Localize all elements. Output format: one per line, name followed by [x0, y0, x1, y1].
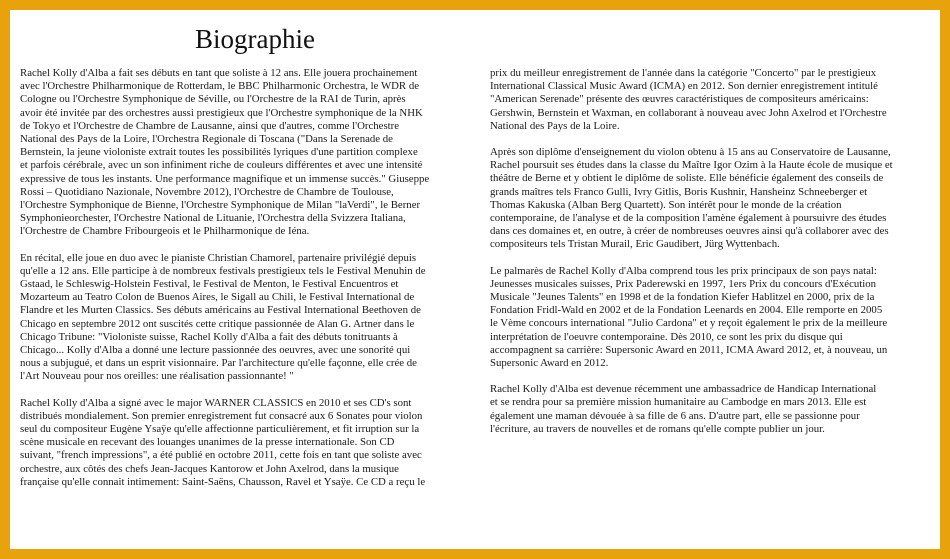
- text-line: Le palmarès de Rachel Kolly d'Alba comprend tous les prix principaux de son pays natal:: [490, 264, 877, 277]
- left-column: [20, 67, 480, 502]
- paragraph: [20, 397, 480, 489]
- text-line: accompagnent sa carrière: Supersonic Award en 2011, ICMA Award 2012, et, à nouveau, un: [490, 343, 888, 356]
- text-line: interprétation de l'oeuvre contemporaine. Dès 2010, ce sont les prix du disque qui: [490, 330, 843, 343]
- text-line: Jeunesses musicales suisses, Prix Paderewski en 1997, 1ers Prix du concours d'Exécution: [490, 277, 877, 290]
- text-line: Symphonieorchester, l'Orchestre National de Lituanie, l'Orchestra della Svizzera Italiana,: [20, 212, 406, 225]
- paragraph: [20, 252, 480, 384]
- text-line: Rachel poursuit ses études dans la classe du Maître Igor Ozim à la Haute école de musique et: [490, 159, 893, 172]
- text-line: dans ces domaines et, en outre, à créer de nombreuses oeuvres ainsi qu'à collaborer avec des: [490, 225, 889, 238]
- text-line: Bernstein, la jeune violoniste extrait toutes les possibilités lyriques d'une partition complexe: [20, 146, 418, 159]
- text-line: l'écriture, au travers de nouvelles et de romans qu'elle compte publier un jour.: [490, 422, 825, 435]
- text-line: et parfois cérébrale, avec un son infiniment riche de couleurs différentes et avec une intensité: [20, 159, 423, 172]
- text-line: Cologne ou l'Orchestre Symphonique de Séville, ou l'Orchestre de la RAI de Turin, après: [20, 93, 406, 106]
- paragraph: [490, 67, 935, 133]
- text-line: distribués mondialement. Son premier enregistrement fut consacré aux 6 Sonates pour violon: [20, 409, 423, 422]
- text-line: et se rendra pour sa première mission humanitaire au Cambodge en mars 2013. Elle est: [490, 396, 867, 409]
- text-line: française qu'elle connait intimement: Saint-Saëns, Chausson, Ravel et Ysaÿe. Ce CD a reçu le: [20, 475, 426, 488]
- text-line: l'Orchestre Symphonique de Bienne, l'Orchestre Symphonique de Milan "laVerdi", le Berner: [20, 199, 421, 212]
- text-line: Musicale "Jeunes Talents" en 1998 et de la fondation Kiefer Hablitzel en 2000, prix de la: [490, 291, 875, 304]
- text-line: National des Pays de la Loire, l'Orchestra Regionale di Toscana ("Dans la Serenade de: [20, 133, 393, 146]
- text-line: avoir été invitée par des orchestres aussi prestigieux que l'Orchestre symphonique de la NHK: [20, 106, 423, 119]
- paragraph: [490, 146, 935, 252]
- text-line: compositeurs tels Tristan Murail, Eric Gaudibert, Jürg Wyttenbach.: [490, 238, 780, 251]
- text-line: prix du meilleur enregistrement de l'année dans la catégorie "Concerto" par le prestigieux: [490, 67, 877, 79]
- biography-panel: [10, 10, 940, 549]
- text-line: également une maman dévouée à sa fille de 6 ans. D'autre part, elle se passionne pour: [490, 409, 860, 422]
- text-line: Mozarteum au Teatro Colon de Buenos Aires, le Sigall au Chili, le Festival International de: [20, 291, 415, 304]
- text-line: Flandre et les Murten Classics. Ses débuts américains au Festival International Beethoven de: [20, 304, 421, 317]
- paragraph: [490, 383, 935, 436]
- text-line: contemporaine, de l'analyse et de la composition l'amène également à poursuivre des études: [490, 212, 887, 225]
- text-line: l'Orchestre de Chambre Fribourgeois et le Philharmonique de Iéna.: [20, 225, 310, 238]
- text-line: Rachel Kolly d'Alba a fait ses débuts en tant que soliste à 12 ans. Elle jouera prochainement: [20, 67, 418, 79]
- text-line: nous a subjugué, et dans un esprit visionnaire. Par l'architecture qu'elle façonne, elle crée de: [20, 357, 417, 370]
- text-line: qu'elle a 12 ans. Elle participe à de nombreux festivals prestigieux tels le Festival Menuhin de: [20, 264, 426, 277]
- text-line: Chicago en septembre 2012 ont suscités cette critique passionnée de Alan G. Artner dans le: [20, 317, 415, 330]
- text-line: Gershwin, Bernstein et Waxman, en collaborant à nouveau avec John Axelrod et l'Orchestre: [490, 106, 887, 119]
- text-line: International Classical Music Award (ICMA) en 2012. Son dernier enregistrement intitulé: [490, 80, 878, 93]
- text-line: Chicago... Kolly d'Alba a donné une lecture passionnée des oeuvres, avec une sonorité qui: [20, 344, 411, 357]
- text-line: orchestre, aux côtés des chefs Jean-Jacques Kantorow et John Axelrod, dans la musique: [20, 462, 399, 475]
- page-title: Biographie: [195, 24, 315, 54]
- text-line: Supersonic Award en 2012.: [490, 357, 609, 370]
- text-line: Rossi – Quotidiano Nazionale, Novembre 2012), l'Orchestre de Chambre de Toulouse,: [20, 185, 394, 198]
- text-line: Chicago Tribune: "Violoniste suisse, Rachel Kolly d'Alba a fait des débuts tonitruants à: [20, 330, 398, 343]
- text-line: seul du compositeur Eugène Ysaÿe qu'elle affectionne particulièrement, et fit irruption sur la: [20, 423, 420, 436]
- text-line: En récital, elle joue en duo avec le pianiste Christian Chamorel, partenaire privilégié depuis: [20, 251, 417, 264]
- text-line: suivant, "french impressions", a été publié en octobre 2011, cette fois en tant que soliste avec: [20, 449, 422, 462]
- text-line: l'Art Nouveau pour nos oreilles: une réalisation passionnante! ": [20, 370, 294, 383]
- text-line: "American Serenade" présente des œuvres caractéristiques de compositeurs américains:: [490, 93, 869, 106]
- text-line: de Tokyo et l'Orchestre de Chambre de Lausanne, ainsi que d'autres, comme l'Orchestre: [20, 119, 400, 132]
- right-column: [490, 67, 935, 449]
- text-line: scène musicale en recevant des louanges unanimes de la presse internationale. Son CD: [20, 436, 395, 449]
- text-line: Rachel Kolly d'Alba est devenue récemment une ambassadrice de Handicap International: [490, 383, 877, 396]
- text-line: grands maîtres tels Franco Gulli, Ivry Gitlis, Boris Kushnir, Hansheinz Schneeberger et: [490, 185, 868, 198]
- text-line: Rachel Kolly d'Alba a signé avec le major WARNER CLASSICS en 2010 et ses CD's sont: [20, 396, 412, 409]
- text-line: Après son diplôme d'enseignement du violon obtenu à 15 ans au Conservatoire de Lausanne,: [490, 146, 891, 159]
- text-line: National des Pays de la Loire.: [490, 119, 620, 132]
- text-line: théâtre de Berne et y obtient le diplôme de soliste. Elle bénéficie également des conseils de: [490, 172, 884, 185]
- text-line: expressive de tous les instants. Une performance magnifique et un immense succès." Giuseppe: [20, 172, 430, 185]
- paragraph: [20, 67, 480, 239]
- text-line: Gstaad, le Schleswig-Holstein Festival, le Festival de Menton, le Festival Encuentros et: [20, 278, 399, 291]
- text-line: avec l'Orchestre Philharmonique de Rotterdam, le BBC Philharmonic Orchestra, le WDR de: [20, 80, 420, 93]
- text-line: Thomas Kakuska (Alban Berg Quartett). Son intérêt pour le monde de la création: [490, 198, 842, 211]
- text-line: le Vème concours international "Julio Cardona" et y reçoit également le prix de la meilleure: [490, 317, 888, 330]
- text-line: Fondation Fridl-Wald en 2002 et de la Fondation Leenards en 2004. Elle remporte en 2005: [490, 304, 883, 317]
- paragraph: [490, 265, 935, 371]
